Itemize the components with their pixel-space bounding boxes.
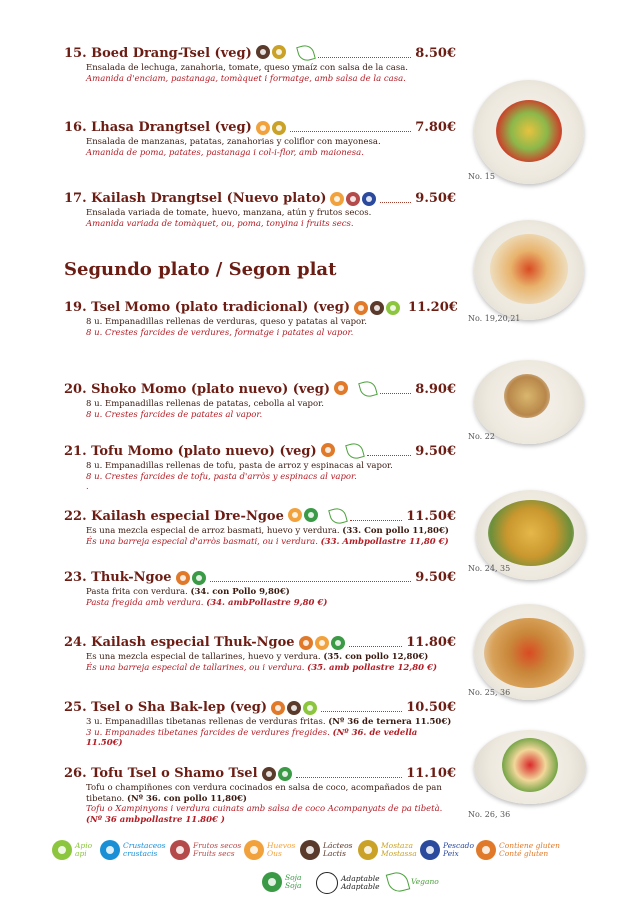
item-desc-es: 8 u. Empanadillas rellenas de tofu, pasta de arroz y espinacas al vapor. [86, 461, 393, 471]
legend-label: Soja [285, 872, 302, 882]
dish-photo-15 [474, 80, 584, 184]
legend-apio [52, 840, 92, 860]
item-price: 9.50€ [415, 191, 456, 206]
item-price: 10.50€ [406, 700, 456, 715]
legend-adaptable [316, 872, 380, 894]
caption: No. 25, 36 [468, 688, 511, 697]
legend-gluten [476, 840, 560, 860]
vegano-icon [296, 43, 316, 63]
legend-label-ca: Adaptable [341, 882, 380, 891]
menu-item-23 [64, 570, 456, 608]
legend-frutos-secos [170, 840, 241, 860]
gluten-icon [354, 301, 368, 315]
soja-icon [304, 508, 318, 522]
item-title: 22. Kailash especial Dre-Ngoe [64, 508, 284, 524]
vegano-icon [386, 870, 410, 894]
item-title: 25. Tsel o Sha Bak-lep (veg) [64, 700, 267, 715]
menu-item-19 [64, 300, 456, 338]
legend-vegano [388, 872, 439, 892]
menu-item-20 [64, 381, 456, 420]
apio-icon [52, 840, 72, 860]
item-desc-es: Ensalada de manzanas, patatas, zanahorias y coliflor con mayonesa. [86, 137, 381, 147]
item-desc-es: 3 u. Empanadillas tibetanas rellenas de verduras fritas. (Nº 36 de ternera 11.50€) [86, 717, 452, 727]
legend-label: Frutos secos [193, 840, 242, 850]
allergen-icons [354, 301, 400, 315]
legend-label-ca: crustacis [123, 849, 158, 858]
allergen-icons [330, 192, 376, 206]
mostaza-icon [272, 121, 286, 135]
item-title: 20. Shoko Momo (plato nuevo) (veg) [64, 381, 330, 397]
lacteos-icon [370, 301, 384, 315]
legend-label: Adaptable [341, 873, 380, 883]
item-price: 11.80€ [406, 635, 456, 650]
menu-item-26 [64, 766, 456, 826]
item-title: 16. Lhasa Drangtsel (veg) [64, 120, 252, 135]
lacteos-icon [300, 840, 320, 860]
caption: No. 15 [468, 172, 495, 181]
gluten-icon [176, 571, 190, 585]
allergen-icons [176, 571, 206, 585]
item-title: 15. Boed Drang-Tsel (veg) [64, 45, 252, 61]
vegano-icon [345, 441, 365, 461]
allergen-icons [256, 45, 314, 61]
legend-label-ca: Mostassa [381, 849, 417, 858]
mostaza-icon [272, 45, 286, 59]
allergen-icons [256, 121, 286, 135]
item-desc-ca: 3 u. Empanades tibetanes farcides de verdures fregides. (Nº 36. de vedella 11.50€) [86, 727, 418, 749]
mostaza-icon [358, 840, 378, 860]
legend-label-ca: Fruits secs [193, 849, 235, 858]
allergen-icons [262, 767, 292, 781]
legend-label: Lácteos [323, 840, 353, 850]
item-desc-ca: És una barreja especial d'arròs basmati, ou i verdura. (33. Ambpollastre 11,80 €) [86, 536, 449, 547]
allergen-icons [321, 443, 363, 459]
legend-crustaceos [100, 840, 166, 860]
huevos-icon [288, 508, 302, 522]
dot-leader [321, 703, 402, 712]
huevos-icon [244, 840, 264, 860]
dot-leader [380, 194, 411, 203]
legend-pescado [420, 840, 474, 860]
legend-label: Crustaceos [123, 840, 166, 850]
item-title: 26. Tofu Tsel o Shamo Tsel [64, 766, 258, 781]
legend-label: Huevos [267, 840, 296, 850]
item-desc-ca: Amanida d'enciam, pastanaga, tomàquet i formatge, amb salsa de la casa. [86, 73, 406, 84]
caption: No. 26, 36 [468, 810, 511, 819]
item-desc-es: Pasta frita con verdura. (34. con Pollo 9,80€) [86, 587, 290, 597]
gluten-icon [271, 701, 285, 715]
crustaceos-icon [100, 840, 120, 860]
item-price: 7.80€ [415, 120, 456, 135]
legend-label-ca: Conté gluten [499, 849, 549, 858]
item-desc-es: Es una mezcla especial de arroz basmati, huevo y verdura. (33. Con pollo 11,80€) [86, 526, 449, 536]
caption: No. 24, 35 [468, 564, 511, 573]
adaptable-icon [316, 872, 338, 894]
gluten-icon [476, 840, 496, 860]
legend-label: Contiene gluten [499, 840, 560, 850]
item-desc-es: 8 u. Empanadillas rellenas de verduras, queso y patatas al vapor. [86, 317, 367, 327]
legend-mostaza [358, 840, 417, 860]
menu-item-25 [64, 700, 456, 749]
lacteos-icon [287, 701, 301, 715]
allergen-icons [334, 381, 376, 397]
pescado-icon [420, 840, 440, 860]
legend-label: Vegano [411, 876, 439, 886]
lacteos-icon [262, 767, 276, 781]
item-desc-es: Es una mezcla especial de tallarines, huevo y verdura. (35. con pollo 12,80€) [86, 652, 429, 662]
item-desc-es: Ensalada variada de tomate, huevo, manzana, atún y frutos secos. [86, 208, 372, 218]
dot-leader [380, 385, 411, 394]
frutos-secos-icon [170, 840, 190, 860]
gluten-icon [334, 381, 348, 395]
soja-icon [192, 571, 206, 585]
item-desc-ca: Amanida variada de tomàquet, ou, poma, tonyina i fruits secs. [86, 218, 354, 229]
dish-photo-26 [474, 730, 586, 804]
legend-huevos [244, 840, 295, 860]
item-price: 8.90€ [415, 381, 456, 397]
item-price: 9.50€ [415, 570, 456, 585]
menu-item-22 [64, 508, 456, 547]
item-desc-ca: Pasta fregida amb verdura. (34. ambPollastre 9,80 €) [86, 597, 328, 608]
gluten-icon [321, 443, 335, 457]
dish-photo-19 [474, 220, 584, 320]
legend-lacteos [300, 840, 352, 860]
item-desc-es: 8 u. Empanadillas rellenas de patatas, cebolla al vapor. [86, 399, 324, 409]
caption: No. 19,20,21 [468, 314, 521, 323]
dot-leader [349, 638, 403, 647]
apio-icon [386, 301, 400, 315]
huevos-icon [330, 192, 344, 206]
vegano-icon [358, 379, 378, 399]
item-desc-es: Tofu o champiñones con verdura cocinados en salsa de coco, acompañados de pan tibetano. (Nº 36. con pollo 11,80€) [86, 783, 442, 804]
pescado-icon [362, 192, 376, 206]
legend-label-ca: Ous [267, 849, 282, 858]
legend-label-ca: Peix [443, 849, 459, 858]
lacteos-icon [256, 45, 270, 59]
huevos-icon [256, 121, 270, 135]
dot-leader [318, 49, 412, 58]
legend-label-ca: Lactis [323, 849, 346, 858]
frutos-secos-icon [346, 192, 360, 206]
menu-item-17 [64, 191, 456, 229]
item-desc-es: Ensalada de lechuga, zanahoria, tomate, queso ymaíz con salsa de la casa. [86, 63, 409, 73]
item-title: 23. Thuk-Ngoe [64, 570, 172, 585]
soja-icon [331, 636, 345, 650]
item-price: 11.20€ [408, 300, 458, 315]
vegano-icon [328, 506, 348, 526]
menu-item-15 [64, 45, 456, 84]
item-price: 11.10€ [406, 766, 456, 781]
item-desc-ca: 8 u. Crestes farcides de verdures, formatge i patates al vapor. [86, 327, 354, 338]
soja-icon [262, 872, 282, 892]
legend-label-ca: Soja [285, 881, 302, 890]
caption: No. 22 [468, 432, 495, 441]
legend-label: Apio [75, 840, 93, 850]
menu-item-21 [64, 443, 456, 493]
dot-leader [296, 769, 403, 778]
item-desc-ca: Amanida de poma, patates, pastanaga i col-i-flor, amb maionesa. [86, 147, 364, 158]
legend-soja [262, 872, 301, 892]
item-title: 21. Tofu Momo (plato nuevo) (veg) [64, 443, 317, 459]
item-desc-ca: 8 u. Crestes farcides de tofu, pasta d'arròs y espinacs al vapor. [86, 471, 357, 482]
menu-item-24 [64, 635, 456, 673]
apio-icon [303, 701, 317, 715]
allergen-icons [288, 508, 346, 524]
legend-label: Pescado [443, 840, 474, 850]
item-title: 17. Kailash Drangtsel (Nuevo plato) [64, 191, 327, 206]
dot-leader [290, 123, 411, 132]
item-extra: . [86, 482, 89, 493]
allergen-icons [299, 636, 345, 650]
item-title: 19. Tsel Momo (plato tradicional) (veg) [64, 300, 351, 315]
dot-leader [350, 512, 402, 521]
legend-label: Mostaza [381, 840, 413, 850]
item-desc-ca: 8 u. Crestes farcides de patates al vapor. [86, 409, 263, 420]
menu-item-16 [64, 120, 456, 158]
item-price: 9.50€ [415, 443, 456, 459]
item-price: 8.50€ [415, 45, 456, 61]
soja-icon [278, 767, 292, 781]
dish-photo-25 [474, 604, 584, 700]
item-desc-ca: Tofu o Xampinyons i verdura cuinats amb salsa de coco Acompanyats de pa tibetà. (Nº 36 ambpollastre 11.80€ ) [86, 804, 443, 825]
item-desc-ca: És una barreja especial de tallarines, ou i verdura. (35. amb pollastre 12,80 €) [86, 662, 437, 673]
dot-leader [367, 447, 412, 456]
legend-label-ca: api [75, 849, 87, 858]
dot-leader [210, 573, 412, 582]
gluten-icon [299, 636, 313, 650]
section-title: Segundo plato / Segon plat [64, 259, 337, 280]
allergen-icons [271, 701, 317, 715]
item-title: 24. Kailash especial Thuk-Ngoe [64, 635, 295, 650]
huevos-icon [315, 636, 329, 650]
item-price: 11.50€ [406, 508, 456, 524]
